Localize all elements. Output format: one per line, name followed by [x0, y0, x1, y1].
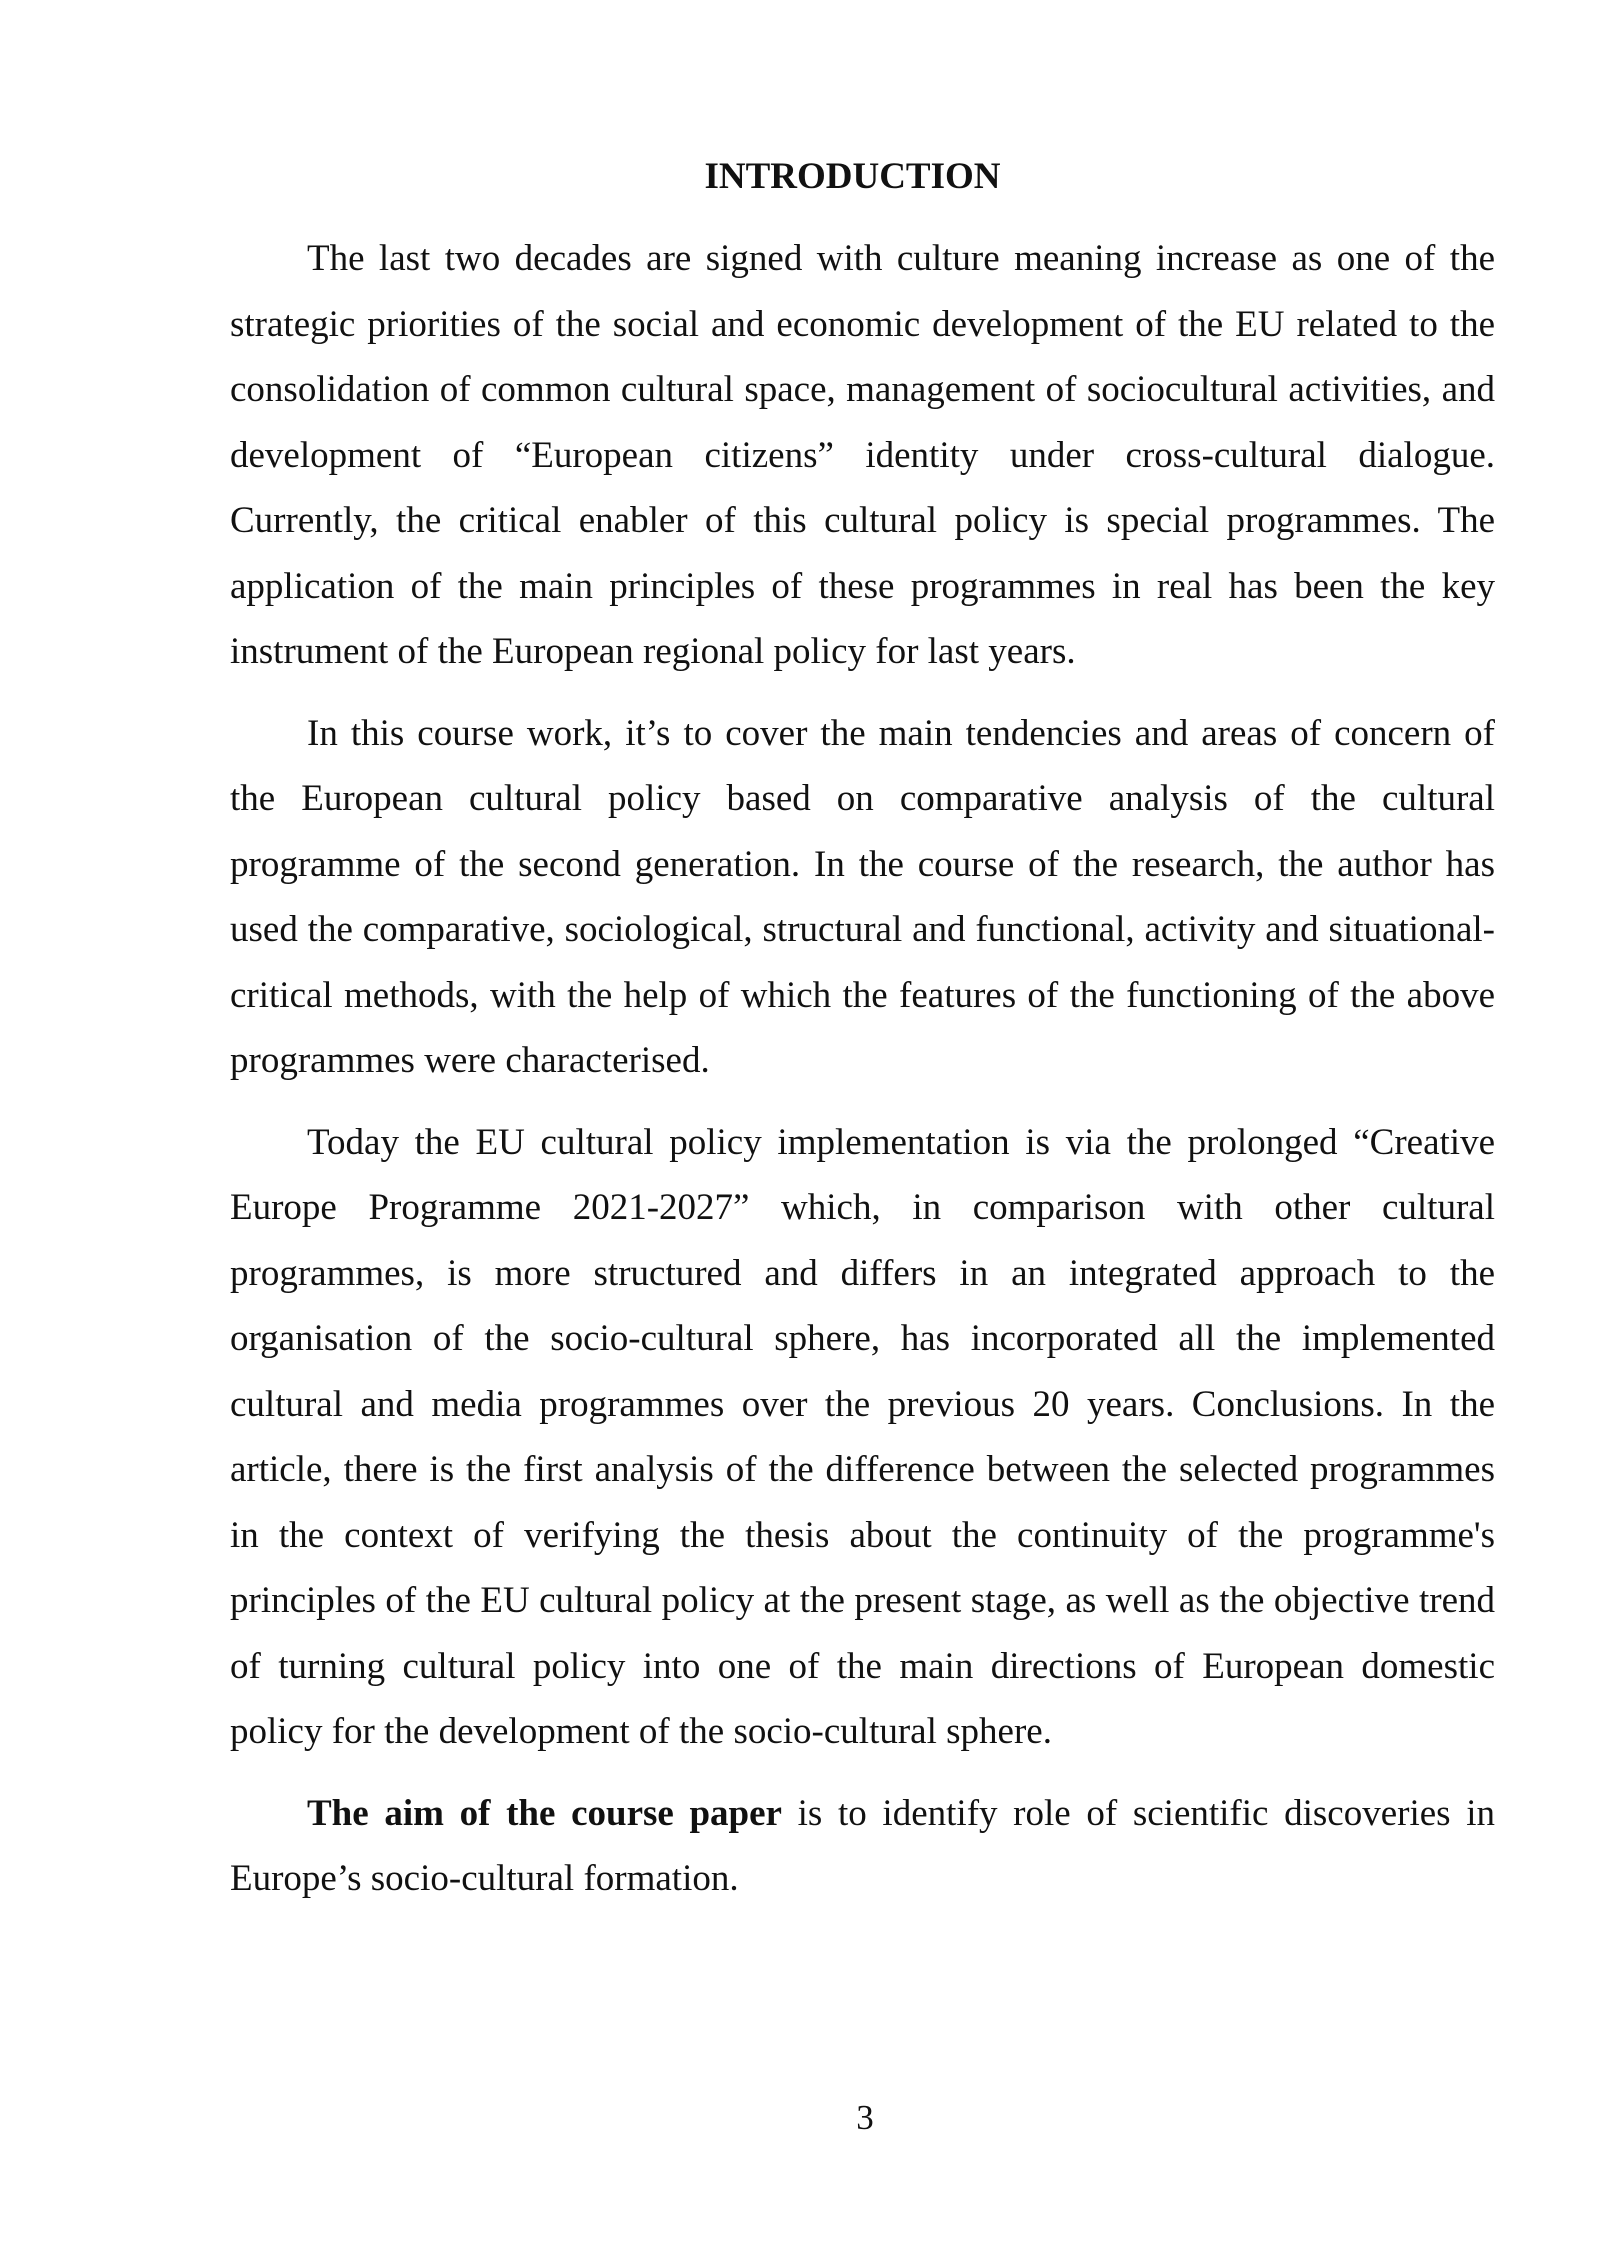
paragraph-1: The last two decades are signed with culture meaning increase as one of the strategic priorities of the social and economic development of the EU related to the consolidation of common cultural space, management of sociocultural activities, and development of “European citizens” identity under cross-cultural dialogue. Currently, the critical enabler of this cultural policy is special programmes. The application of the main principles of these programmes in real has been the key instrument of the European regional policy for last years. — [230, 238, 1495, 672]
aim-paragraph — [230, 1781, 1495, 1912]
paragraph-2: In this course work, it’s to cover the main tendencies and areas of concern of the European cultural policy based on comparative analysis of the cultural programme of the second generation. In the course of the research, the author has used the comparative, sociological, structural and functional, activity and situational-critical methods, with the help of which the features of the functioning of the above programmes were characterised. — [230, 712, 1495, 1081]
body-text — [230, 226, 1495, 1928]
section-title: INTRODUCTION — [704, 156, 1001, 197]
page-number: 3 — [856, 2098, 874, 2137]
aim-text: is to identify role of scientific discoveries in Europe’s socio-cultural formation. — [230, 1792, 1496, 1899]
aim-lead: The aim of the course paper — [307, 1792, 782, 1834]
paragraph-3: Today the EU cultural policy implementation is via the prolonged “Creative Europe Programme 2021-2027” which, in comparison with other cultural programmes, is more structured and differs in an integrated approach to the organisation of the socio-cultural sphere, has incorporated all the implemented cultural and media programmes over the previous 20 years. Conclusions. In the article, there is the first analysis of the difference between the selected programmes in the context of verifying the thesis about the continuity of the programme's principles of the EU cultural policy at the present stage, as well as the objective trend of turning cultural policy into one of the main directions of European domestic policy for the development of the socio-cultural sphere. — [230, 1121, 1495, 1752]
